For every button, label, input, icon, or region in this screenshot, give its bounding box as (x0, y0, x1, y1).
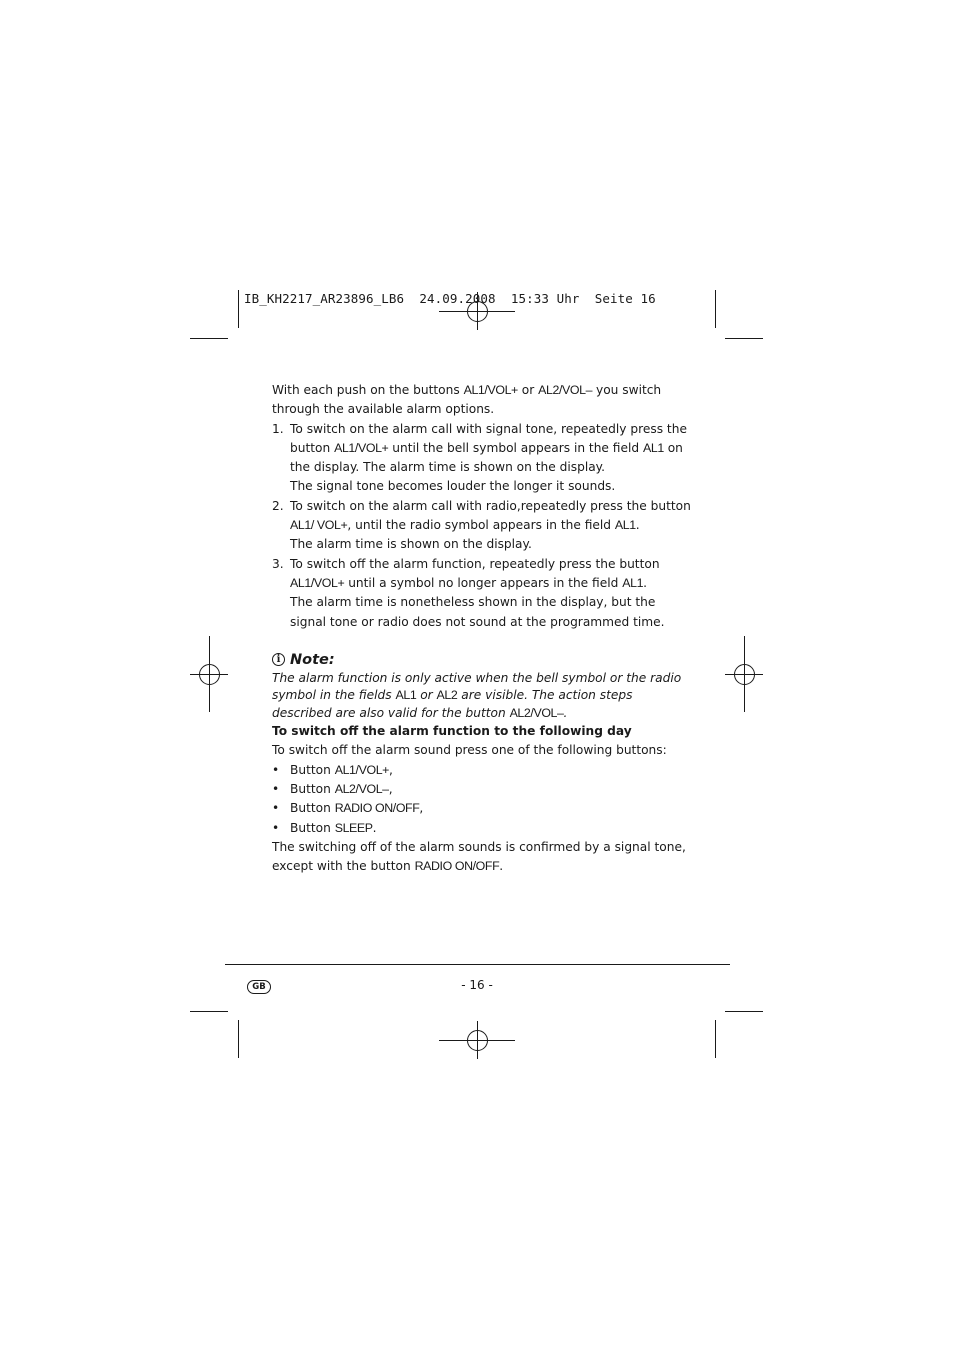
text: To switch on the alarm call with radio,repeatedly press the button (290, 498, 691, 513)
text: , (419, 801, 424, 816)
step-number: 3. (272, 556, 284, 571)
text: until a symbol no longer appears in the field (344, 575, 623, 590)
button-label: AL2/VOL– (538, 383, 593, 397)
bullet-item (272, 819, 692, 838)
crop-mark (715, 290, 716, 328)
crop-mark (725, 338, 763, 339)
bullet-dot: • (272, 801, 280, 816)
text: on the display. The alarm time is shown on the display. (290, 440, 683, 475)
text: With each push on the buttons (272, 383, 464, 397)
text: or (517, 383, 539, 397)
note-body (272, 670, 692, 723)
step-item (272, 420, 692, 497)
text: . (643, 575, 647, 590)
info-icon: i (272, 653, 285, 666)
button-label: RADIO ON/OFF (414, 859, 500, 874)
crop-mark (238, 1020, 239, 1058)
text: , until the radio symbol appears in the field (347, 518, 615, 533)
button-label: RADIO ON/OFF (334, 801, 420, 816)
text: Button (290, 762, 335, 777)
text: Button (290, 801, 335, 816)
step-text (290, 555, 692, 594)
step-extra: The alarm time is shown on the display. (290, 537, 532, 552)
button-label: AL1/ VOL+ (290, 518, 348, 533)
text: until the bell symbol appears in the field (388, 440, 643, 455)
page-content (272, 381, 692, 876)
text: To switch off the alarm function, repeatedly press the button (290, 556, 660, 571)
registration-circle (467, 1030, 488, 1051)
text: To switch on the alarm call with signal tone, repeatedly press the button (290, 421, 687, 455)
button-label: AL2/VOL– (509, 705, 564, 720)
button-label: SLEEP (334, 820, 373, 835)
text: Button (290, 781, 335, 796)
text: The alarm function is only active when the bell symbol or the radio symbol in the fields (272, 670, 682, 703)
bullet-dot: • (272, 781, 280, 796)
crop-mark (725, 1011, 763, 1012)
intro-paragraph (272, 381, 692, 420)
text: . (563, 705, 568, 720)
bullet-item (272, 799, 692, 818)
crop-mark (715, 1020, 716, 1058)
print-slug: IB_KH2217_AR23896_LB6 24.09.2008 15:33 Uhr Seite 16 (244, 291, 656, 306)
text: Button (290, 820, 335, 835)
bullet-item (272, 761, 692, 780)
crop-mark (190, 1011, 228, 1012)
step-text (290, 497, 692, 536)
button-label: AL1/VOL+ (463, 383, 518, 397)
step-extra: The alarm time is nonetheless shown in the display, but the signal tone or radio does not sound at the programmed time. (290, 595, 665, 629)
country-badge: GB (247, 980, 271, 994)
text: or (416, 688, 437, 703)
bullet-dot: • (272, 762, 280, 777)
step-number: 2. (272, 498, 284, 513)
text: you switch through the available alarm options. (272, 383, 662, 417)
button-label: AL1/VOL+ (334, 762, 390, 777)
text: . (635, 518, 640, 533)
page-number: - 16 - (461, 978, 493, 992)
text: . (499, 859, 504, 874)
registration-circle (734, 664, 755, 685)
text: . (372, 820, 377, 835)
crop-mark (238, 290, 239, 328)
bullet-dot: • (272, 820, 280, 835)
footer-rule (225, 964, 730, 965)
step-text (290, 420, 692, 478)
step-extra: The signal tone becomes louder the longer it sounds. (290, 479, 616, 494)
step-item (272, 555, 692, 632)
text: , (389, 762, 393, 777)
section-title: To switch off the alarm function to the following day (272, 724, 632, 739)
step-item (272, 497, 692, 555)
text: , (388, 781, 393, 796)
button-label: AL1/VOL+ (334, 440, 389, 455)
note-title: Note: (290, 651, 335, 668)
text: are visible. The action steps described are also valid for the button (272, 688, 633, 720)
field-label: AL1 (642, 440, 664, 455)
bullet-item (272, 780, 692, 799)
field-label: AL1 (614, 518, 636, 533)
button-label: AL2/VOL– (334, 781, 389, 796)
step-number: 1. (272, 421, 284, 436)
field-label: AL1 (395, 688, 417, 703)
note-heading (272, 650, 692, 670)
button-label: AL1/VOL+ (290, 575, 345, 590)
registration-circle (199, 664, 220, 685)
closing-paragraph (272, 838, 692, 877)
crop-mark (190, 338, 228, 339)
section-intro: To switch off the alarm sound press one of the following buttons: (272, 743, 667, 758)
field-label: AL1 (622, 575, 644, 590)
field-label: AL2 (436, 688, 458, 703)
text: The switching off of the alarm sounds is confirmed by a signal tone, except with the button (272, 839, 686, 874)
